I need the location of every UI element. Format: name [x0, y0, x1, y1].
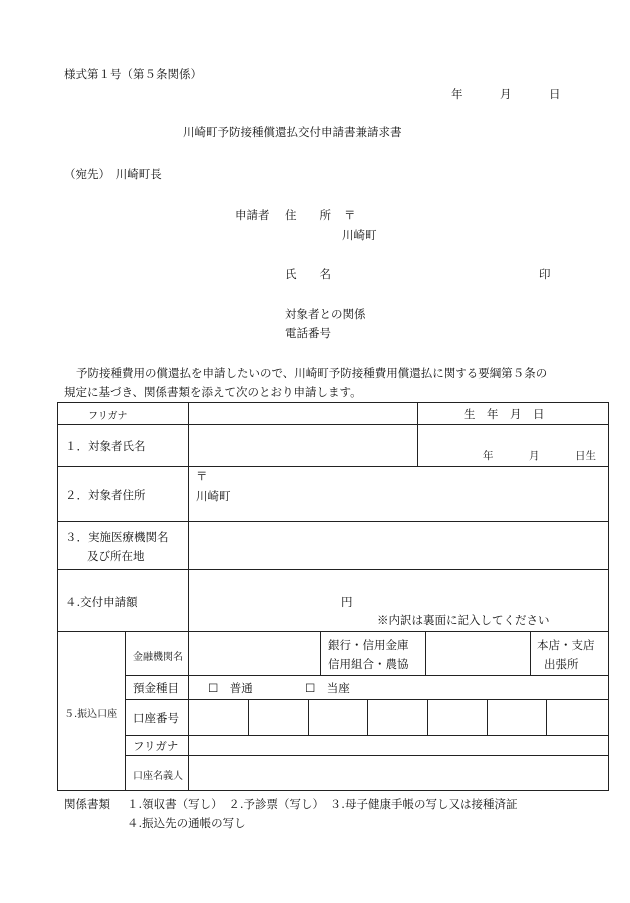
- checkbox-ordinary[interactable]: ☐ 普通: [208, 681, 253, 695]
- phone-label: 電話番号: [285, 326, 331, 340]
- account-digit-box[interactable]: [427, 699, 488, 736]
- birth-year-label: 年: [483, 450, 494, 462]
- bank-name-cell[interactable]: [188, 631, 321, 676]
- bank-type-line-2: 信用組合・農協: [328, 657, 409, 671]
- medical-institution-cell[interactable]: [188, 521, 609, 570]
- account-digit-box[interactable]: [188, 699, 249, 736]
- holder-furigana-cell[interactable]: [188, 735, 609, 756]
- relation-label: 対象者との関係: [285, 307, 366, 321]
- intro-line-1: 予防接種費用の償還払を申請したいので、川崎町予防接種費用償還払に関する要綱第５条の: [76, 366, 548, 380]
- address-label: 住 所: [285, 208, 331, 222]
- postal-mark: 〒: [344, 208, 356, 222]
- date-month-label: 月: [500, 87, 512, 101]
- account-digit-box[interactable]: [487, 699, 547, 736]
- holder-furigana-label: フリガナ: [133, 739, 179, 753]
- branch-name-cell[interactable]: [425, 631, 531, 676]
- date-year-label: 年: [451, 87, 463, 101]
- subject-name-cell[interactable]: [188, 424, 418, 467]
- account-holder-cell[interactable]: [188, 755, 609, 791]
- docs-line-1: １.領収書（写し） ２.予診票（写し） ３.母子健康手帳の写し又は接種済証: [127, 797, 518, 811]
- row3-label-line-2: 及び所在地: [87, 549, 145, 563]
- yen-label: 円: [341, 595, 353, 609]
- branch-type-line-1: 本店・支店: [537, 638, 595, 652]
- row1-label: １．対象者氏名: [65, 439, 146, 453]
- intro-line-2: 規定に基づき、関係書類を添えて次のとおり申請します。: [64, 385, 362, 399]
- account-digit-box[interactable]: [546, 699, 609, 736]
- name-label: 氏 名: [285, 267, 331, 281]
- furigana-header: フリガナ: [88, 411, 128, 422]
- furigana-input-cell[interactable]: [188, 402, 418, 425]
- seal-mark: 印: [539, 267, 551, 281]
- row2-label: ２．対象者住所: [65, 488, 146, 502]
- account-digit-box[interactable]: [248, 699, 309, 736]
- applicant-town: 川崎町: [342, 228, 377, 242]
- account-digit-box[interactable]: [308, 699, 368, 736]
- applicant-label: 申請者: [235, 208, 270, 222]
- birth-day-label: 日生: [575, 450, 596, 462]
- account-number-label: 口座番号: [133, 711, 179, 725]
- docs-label: 関係書類: [64, 797, 110, 811]
- birth-header: 生 年 月 日: [464, 407, 545, 421]
- account-digit-box[interactable]: [367, 699, 428, 736]
- birth-month-label: 月: [529, 450, 540, 462]
- form-number: 様式第１号（第５条関係）: [64, 67, 202, 81]
- row5-label: ５.振込口座: [64, 709, 118, 720]
- checkbox-current[interactable]: ☐ 当座: [305, 681, 350, 695]
- breakdown-note: ※内訳は裏面に記入してください: [377, 613, 550, 627]
- branch-type-line-2: 出張所: [544, 657, 579, 671]
- date-day-label: 日: [549, 87, 561, 101]
- row2-town: 川崎町: [196, 489, 231, 503]
- subject-address-cell[interactable]: [188, 466, 609, 522]
- document-title: 川崎町予防接種償還払交付申請書兼請求書: [183, 125, 402, 139]
- account-holder-label: 口座名義人: [133, 771, 183, 782]
- deposit-type-label: 預金種目: [133, 681, 179, 695]
- addressee: （宛先） 川崎町長: [64, 167, 162, 181]
- bank-label: 金融機関名: [133, 652, 183, 663]
- row2-postal-mark: 〒: [196, 469, 208, 483]
- bank-type-line-1: 銀行・信用金庫: [328, 638, 409, 652]
- row3-label-line-1: ３．実施医療機関名: [65, 530, 169, 544]
- docs-line-2: ４.振込先の通帳の写し: [127, 816, 246, 830]
- row4-label: ４.交付申請額: [65, 595, 138, 609]
